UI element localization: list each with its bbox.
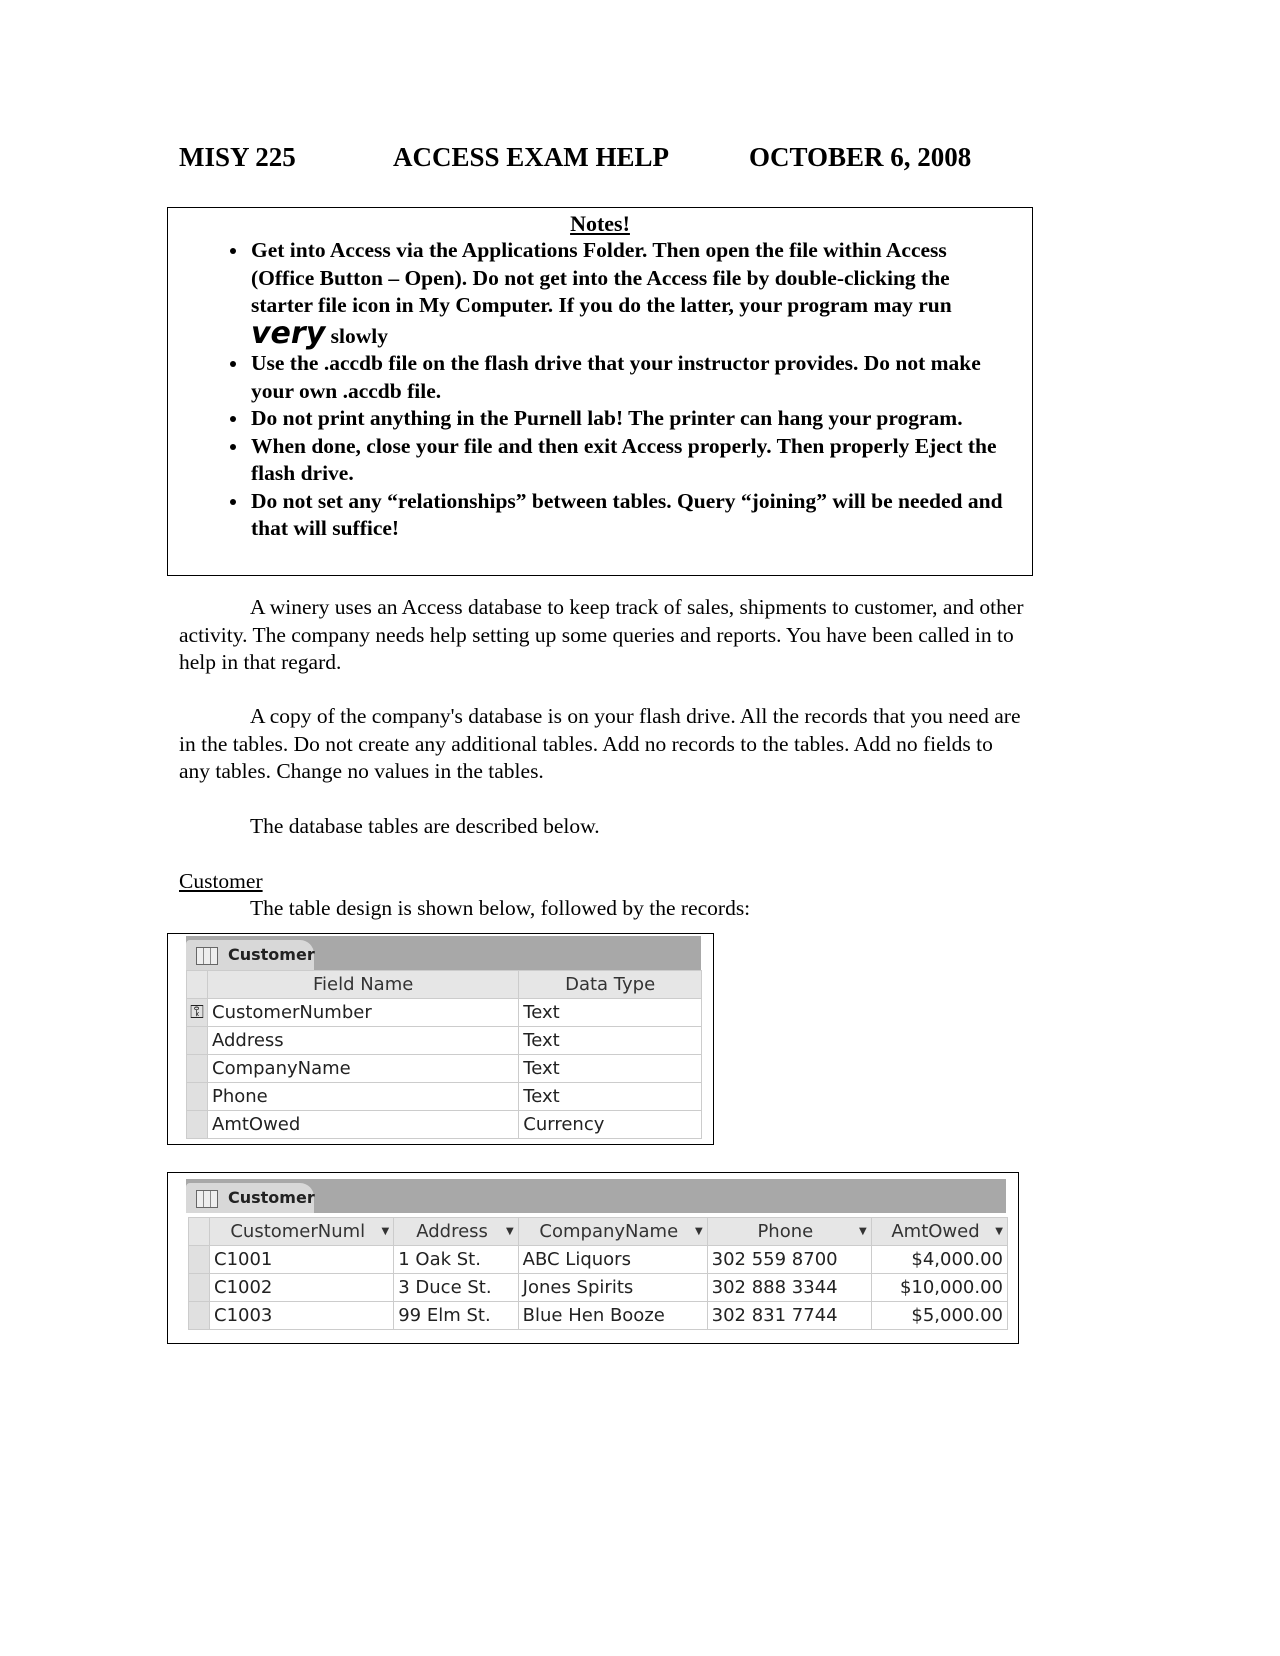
- tab-label: Customer: [228, 1188, 315, 1207]
- field-name: Address: [208, 1027, 519, 1055]
- table-row[interactable]: C1003 99 Elm St. Blue Hen Booze 302 831 7744 $5,000.00: [189, 1302, 1008, 1330]
- design-view-screenshot: [167, 933, 714, 1145]
- field-name: Phone: [208, 1083, 519, 1111]
- tab-label: Customer: [228, 945, 315, 964]
- section-title: Customer: [179, 869, 263, 893]
- notes-box: [167, 207, 1033, 576]
- dropdown-arrow-icon: ▼: [995, 1226, 1003, 1237]
- field-name: CustomerNumber: [208, 999, 519, 1027]
- records-grid: [188, 1217, 1008, 1330]
- column-header[interactable]: CustomerNuml ▼: [210, 1218, 394, 1246]
- notes-title: Notes!: [570, 211, 630, 236]
- doc-date: OCTOBER 6, 2008: [749, 142, 972, 172]
- dropdown-arrow-icon: ▼: [381, 1226, 390, 1237]
- note-item: • Use the .accdb file on the flash drive that your instructor provides. Do not make your own .accdb file.: [249, 350, 1012, 405]
- table-row[interactable]: C1002 3 Duce St. Jones Spirits 302 888 3344 $10,000.00: [189, 1274, 1008, 1302]
- note-text: slowly: [325, 323, 388, 348]
- table-icon: [196, 947, 218, 965]
- paragraph: A copy of the company's database is on your flash drive. All the records that you need are in the tables. Do not create any additional tables. Add no records to the tables. Add no fields to any tables. Change no values in the tables.: [179, 704, 1021, 783]
- primary-key-icon: ⚿: [187, 999, 208, 1027]
- table-tab[interactable]: [186, 1183, 314, 1213]
- data-type: Text: [519, 999, 702, 1027]
- table-row[interactable]: [187, 1083, 702, 1111]
- doc-title: ACCESS EXAM HELP: [393, 142, 670, 172]
- paragraph: A winery uses an Access database to keep track of sales, shipments to customer, and other activity. The company needs help setting up some queries and reports. You have been called in to help in that regard.: [179, 595, 1024, 674]
- data-type: Text: [519, 1027, 702, 1055]
- column-header[interactable]: CompanyName ▼: [518, 1218, 707, 1246]
- note-text: Get into Access via the Applications Folder. Then open the file within Access (Office Button – Open). Do not get into the Access file by double-clicking the starter file icon in My Computer. If you do the latter, your program may run: [251, 238, 952, 317]
- table-row[interactable]: C1001 1 Oak St. ABC Liquors 302 559 8700 $4,000.00: [189, 1246, 1008, 1274]
- column-header[interactable]: AmtOwed ▼: [871, 1218, 1007, 1246]
- data-type: Text: [519, 1083, 702, 1111]
- table-row[interactable]: [187, 1027, 702, 1055]
- table-icon: [196, 1190, 218, 1208]
- data-type: Currency: [519, 1111, 702, 1139]
- dropdown-arrow-icon: ▼: [694, 1226, 703, 1237]
- section-intro: The table design is shown below, followed by the records:: [250, 896, 751, 920]
- field-name: AmtOwed: [208, 1111, 519, 1139]
- column-header[interactable]: Address ▼: [394, 1218, 518, 1246]
- note-item: • Do not print anything in the Purnell lab! The printer can hang your program.: [249, 405, 1012, 433]
- column-header: Data Type: [519, 971, 702, 999]
- course-code: MISY 225: [179, 142, 296, 172]
- table-row[interactable]: [187, 1055, 702, 1083]
- design-grid: [186, 970, 702, 1139]
- column-header: Field Name: [208, 971, 519, 999]
- column-header[interactable]: Phone ▼: [707, 1218, 871, 1246]
- paragraph: The database tables are described below.: [250, 814, 600, 838]
- note-item: [249, 237, 1012, 350]
- dropdown-arrow-icon: ▼: [859, 1226, 867, 1237]
- field-name: CompanyName: [208, 1055, 519, 1083]
- select-all[interactable]: [189, 1218, 210, 1246]
- select-all[interactable]: [187, 971, 208, 999]
- table-tab[interactable]: [186, 940, 314, 970]
- note-item: • When done, close your file and then exit Access properly. Then properly Eject the flash drive.: [249, 433, 1012, 488]
- datasheet-screenshot: [167, 1172, 1019, 1344]
- data-type: Text: [519, 1055, 702, 1083]
- dropdown-arrow-icon: ▼: [505, 1226, 514, 1237]
- table-row[interactable]: [187, 999, 702, 1027]
- note-item: • Do not set any “relationships” between tables. Query “joining” will be needed and that will suffice!: [249, 488, 1012, 543]
- note-emphasis: very: [251, 315, 326, 351]
- table-row[interactable]: [187, 1111, 702, 1139]
